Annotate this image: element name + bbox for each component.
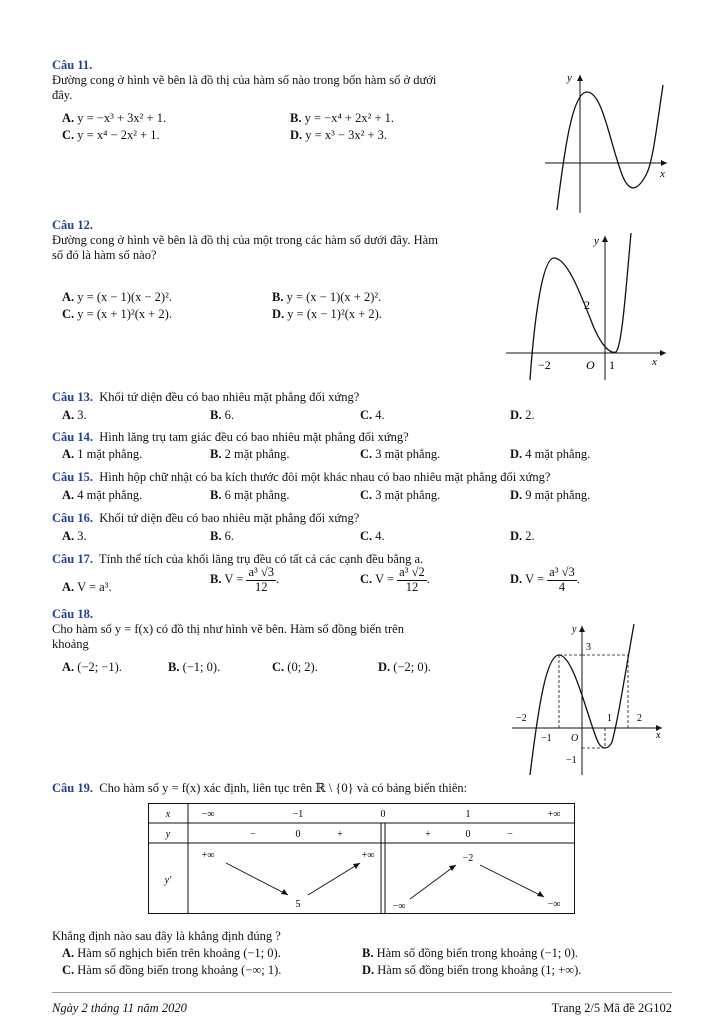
graph-q18 — [508, 620, 668, 778]
question-label: Câu 11. — [52, 58, 93, 72]
question-text: Khối tứ diện đều có bao nhiêu mặt phẳng đối xứng? — [99, 511, 360, 525]
option-b[interactable]: B. 6 mặt phẳng. — [210, 488, 290, 502]
arrow-icon — [577, 75, 583, 81]
graph-q12 — [502, 228, 672, 384]
option-d[interactable]: D. V = $\frac{\text{a³ √3}}{4}$ . — [510, 565, 580, 594]
y-label: y — [567, 72, 572, 84]
table-sign: + — [337, 829, 343, 840]
arrow-icon — [579, 626, 585, 632]
question-text: khoảng — [52, 637, 89, 651]
option-a[interactable]: A. 3. — [62, 529, 87, 543]
option-c[interactable]: C. Hàm số đồng biến trong khoảng (−∞; 1). — [62, 963, 282, 977]
question-12 — [52, 218, 438, 263]
option-c[interactable]: C. 4. — [360, 408, 385, 422]
table-sign: 0 — [295, 829, 301, 840]
tick-label-y: −1 — [566, 755, 577, 766]
question-text: Đường cong ở hình vẽ bên là đồ thị của một trong các hàm số dưới đây. Hàm — [52, 233, 438, 247]
fraction: $\frac{\text{a³ √2}}{12}$ — [399, 565, 425, 594]
question-17 — [52, 552, 423, 567]
option-c[interactable]: C. 3 mặt phẳng. — [360, 488, 441, 502]
arrow-up-icon — [308, 863, 360, 895]
question-16 — [52, 511, 359, 526]
tick-label-x: 1 — [609, 358, 615, 372]
table-sign: 0 — [465, 829, 471, 840]
tick-label-y: 2 — [584, 298, 590, 312]
table-var-value: −∞ — [547, 899, 561, 910]
option-a[interactable]: A. y = (x − 1)(x − 2)². — [62, 290, 172, 304]
fraction: $\frac{\text{a³ √3}}{12}$ — [248, 565, 275, 594]
arrow-head-icon — [353, 863, 360, 869]
question-text: Cho hàm số y = f(x) xác định, liên tục trên ℝ \ {0} và có bảng biến thiên: — [99, 781, 468, 795]
arrow-icon — [660, 350, 666, 356]
option-a[interactable]: A. Hàm số nghịch biến trên khoảng (−1; 0). — [62, 946, 281, 960]
tick-label-y: 3 — [586, 642, 591, 653]
graph-q11 — [535, 65, 675, 215]
question-label: Câu 13. — [52, 390, 93, 404]
question-15 — [52, 470, 550, 485]
y-label: y — [572, 624, 577, 635]
question-text: đây. — [52, 88, 73, 102]
x-label: x — [652, 356, 657, 368]
option-b[interactable]: B. 6. — [210, 529, 234, 543]
table-x-value: 0 — [380, 809, 386, 820]
table-var-value: 5 — [295, 899, 301, 910]
option-d[interactable]: D. (−2; 0). — [378, 660, 431, 674]
option-d[interactable]: D. y = (x − 1)²(x + 2). — [272, 307, 382, 321]
table-sign: + — [425, 829, 431, 840]
option-d[interactable]: D. 4 mặt phẳng. — [510, 447, 591, 461]
table-x-value: 1 — [465, 809, 471, 820]
question-14 — [52, 430, 409, 445]
x-label: x — [660, 168, 665, 180]
option-a[interactable]: A. 4 mặt phẳng. — [62, 488, 143, 502]
curve — [557, 85, 663, 210]
question-label: Câu 14. — [52, 430, 93, 444]
option-b[interactable]: B. y = −x⁴ + 2x² + 1. — [290, 111, 395, 125]
option-c[interactable]: C. (0; 2). — [272, 660, 318, 674]
question-text: Khối tứ diện đều có bao nhiêu mặt phẳng đối xứng? — [99, 390, 360, 404]
option-b[interactable]: B. y = (x − 1)(x + 2)². — [272, 290, 382, 304]
option-d[interactable]: D. Hàm số đồng biến trong khoảng (1; +∞). — [362, 963, 582, 977]
arrow-up-icon — [410, 865, 456, 899]
question-11 — [52, 58, 436, 103]
option-b[interactable]: B. (−1; 0). — [168, 660, 221, 674]
arrow-down-icon — [226, 863, 288, 895]
option-c[interactable]: C. 3 mặt phẳng. — [360, 447, 441, 461]
option-a[interactable]: A. 3. — [62, 408, 87, 422]
question-19-prompt: Khẳng định nào sau đây là khẳng định đúng ? — [52, 929, 281, 943]
option-d[interactable]: D. 9 mặt phẳng. — [510, 488, 591, 502]
option-b[interactable]: B. V = $\frac{\text{a³ √3}}{12}$ . — [210, 565, 280, 594]
tick-label-x: −2 — [538, 358, 551, 372]
option-d[interactable]: D. 2. — [510, 408, 535, 422]
arrow-head-icon — [449, 865, 456, 871]
fraction: $\frac{\text{a³ √3}}{4}$ — [549, 565, 575, 594]
option-a[interactable]: A. 1 mặt phẳng. — [62, 447, 143, 461]
option-d[interactable]: D. y = x³ − 3x² + 3. — [290, 128, 388, 142]
table-var-value: −2 — [462, 853, 474, 864]
question-text: Hình lăng trụ tam giác đều có bao nhiêu mặt phẳng đối xứng? — [99, 430, 409, 444]
question-label: Câu 16. — [52, 511, 93, 525]
option-b[interactable]: B. Hàm số đồng biến trong khoảng (−1; 0). — [362, 946, 579, 960]
question-18 — [52, 607, 404, 652]
question-label: Câu 19. — [52, 781, 93, 795]
question-text: số đó là hàm số nào? — [52, 248, 157, 262]
table-x-value: +∞ — [547, 809, 561, 820]
question-label: Câu 17. — [52, 552, 93, 566]
origin-label: O — [586, 358, 595, 372]
arrow-icon — [602, 236, 608, 242]
option-a[interactable]: A. V = a³. — [62, 580, 112, 594]
table-var-value: +∞ — [201, 850, 215, 861]
origin-label: O — [571, 733, 579, 744]
question-13 — [52, 390, 359, 405]
variation-table — [148, 803, 576, 915]
table-var-value: +∞ — [361, 850, 375, 861]
tick-label-x: −1 — [541, 733, 552, 744]
option-c[interactable]: C. 4. — [360, 529, 385, 543]
table-sign: − — [507, 829, 513, 840]
tick-label-x: 2 — [637, 713, 642, 724]
tick-label-x: 1 — [607, 713, 612, 724]
question-text: Cho hàm số y = f(x) có đồ thị như hình vẽ bên. Hàm số đồng biến trên — [52, 622, 404, 636]
tick-label-x: −2 — [516, 713, 527, 724]
option-b[interactable]: B. 6. — [210, 408, 234, 422]
arrow-down-icon — [480, 865, 544, 897]
row-header-yprime: y′ — [164, 875, 172, 886]
question-text: Tính thể tích của khối lăng trụ đều có tất cả các cạnh đều bằng a. — [99, 552, 424, 566]
row-header-x: x — [165, 809, 171, 820]
table-sign: − — [250, 829, 256, 840]
question-text: Hình hộp chữ nhật có ba kích thước đôi một khác nhau có bao nhiêu mặt phẳng đối xứng? — [99, 470, 551, 484]
footer-divider — [52, 992, 672, 993]
option-d[interactable]: D. 2. — [510, 529, 535, 543]
option-a[interactable]: A. (−2; −1). — [62, 660, 122, 674]
question-label: Câu 15. — [52, 470, 93, 484]
question-label: Câu 18. — [52, 607, 93, 621]
arrow-icon — [661, 160, 667, 166]
option-c[interactable]: C. V = $\frac{\text{a³ √2}}{12}$ . — [360, 565, 430, 594]
option-c[interactable]: C. y = (x + 1)²(x + 2). — [62, 307, 172, 321]
question-text: Đường cong ở hình vẽ bên là đồ thị của hàm số nào trong bốn hàm số ở dưới — [52, 73, 437, 87]
option-b[interactable]: B. 2 mặt phẳng. — [210, 447, 290, 461]
option-c[interactable]: C. y = x⁴ − 2x² + 1. — [62, 128, 160, 142]
table-x-value: −∞ — [201, 809, 215, 820]
question-19 — [52, 780, 467, 796]
x-label: x — [656, 730, 661, 741]
question-label: Câu 12. — [52, 218, 93, 232]
footer-date: Ngày 2 tháng 11 năm 2020 — [52, 1001, 187, 1015]
y-label: y — [594, 235, 599, 247]
table-var-value: −∞ — [392, 901, 406, 912]
footer-page: Trang 2/5 Mã đề 2G102 — [551, 1001, 672, 1015]
row-header-y: y — [165, 829, 171, 840]
table-x-value: −1 — [292, 809, 304, 820]
option-a[interactable]: A. y = −x³ + 3x² + 1. — [62, 111, 167, 125]
